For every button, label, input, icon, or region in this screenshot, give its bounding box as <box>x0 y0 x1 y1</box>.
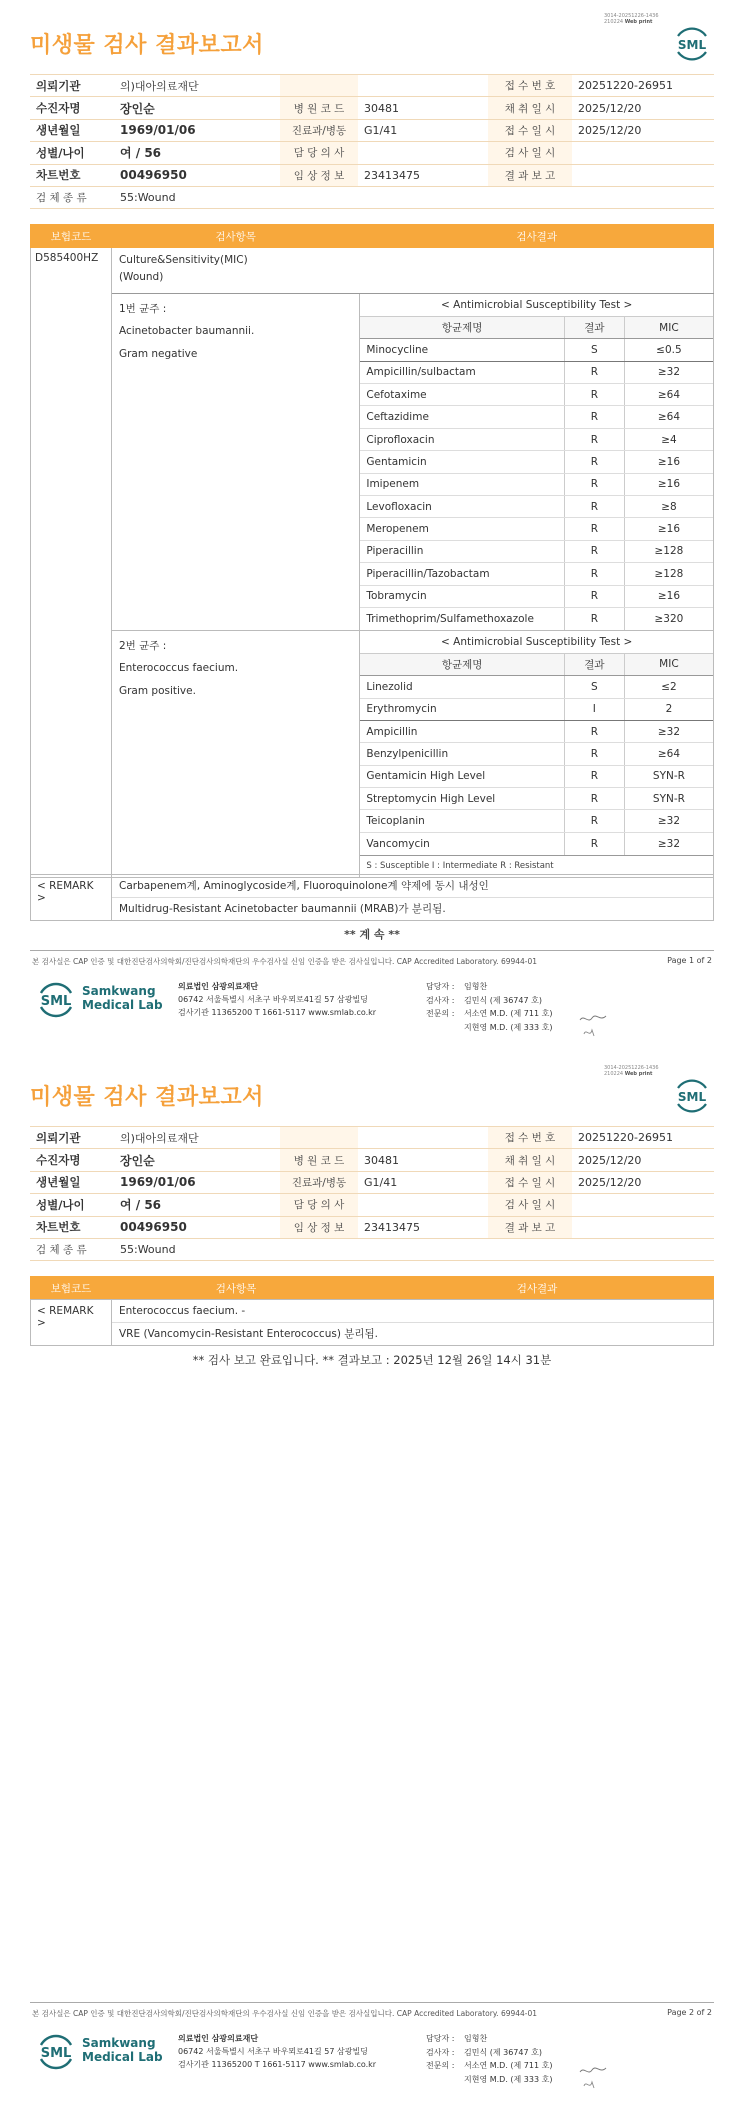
footer-accreditation-note: 본 검사실은 CAP 인증 및 대한진단검사의학회/진단검사의학재단의 우수검사실 신임 인증을 받은 검사실입니다. CAP Accredited Laboratory. 69944-01 <box>32 2009 538 2018</box>
clinical-info-label: 임 상 정 보 <box>280 1216 358 1238</box>
specialist-name-1: 서소연 M.D. (제 711 호) <box>464 2061 553 2070</box>
print-stamp-id: 3014-20251226-1436 <box>604 13 659 19</box>
drug-result: R <box>564 361 624 383</box>
specimen-label: 검 체 종 류 <box>30 1238 114 1260</box>
specimen-value: 55:Wound <box>114 186 714 208</box>
remark-box-2 <box>30 1299 714 1346</box>
collect-date-value: 2025/12/20 <box>572 97 714 119</box>
lab-name <box>82 2036 163 2064</box>
drug-name: Imipenem <box>360 473 564 495</box>
clinical-info-value: 23413475 <box>358 1216 488 1238</box>
receipt-date-value: 2025/12/20 <box>572 1171 714 1193</box>
ast-drug-row <box>360 765 713 787</box>
ast-col-drug: 항균제명 <box>360 653 564 675</box>
drug-name: Piperacillin/Tazobactam <box>360 563 564 585</box>
col-test-item: 검사항목 <box>112 1277 361 1300</box>
manager-name: 임형찬 <box>464 2034 488 2043</box>
drug-result: R <box>564 384 624 406</box>
remark-label: < REMARK > <box>31 1300 112 1346</box>
test-specimen: (Wound) <box>118 271 164 283</box>
lab-logo-text: SML <box>40 2046 72 2061</box>
remark-line: Multidrug-Resistant Acinetobacter baumannii (MRAB)가 분리됨. <box>112 897 713 919</box>
drug-mic: ≥32 <box>624 720 713 742</box>
footer-accreditation-note: 본 검사실은 CAP 인증 및 대한진단검사의학회/진단검사의학재단의 우수검사실 신임 인증을 받은 검사실입니다. CAP Accredited Laboratory. 69944-01 <box>32 957 538 966</box>
report-label: 결 과 보 고 <box>488 164 572 186</box>
drug-name: Piperacillin <box>360 540 564 562</box>
sml-logo-icon <box>672 1076 712 1116</box>
dob-label: 생년월일 <box>30 1171 114 1193</box>
test-date-label: 검 사 일 시 <box>488 1194 572 1216</box>
organism-2-info <box>111 630 359 877</box>
patient-header-table <box>30 74 714 209</box>
drug-name: Gentamicin High Level <box>360 765 564 787</box>
organism-1-label: 1번 균주 : <box>118 303 167 315</box>
header-row <box>30 1194 714 1216</box>
lab-logo-icon <box>36 2032 76 2072</box>
drug-mic: ≥16 <box>624 451 713 473</box>
lab-name-line1: Samkwang <box>82 984 156 998</box>
ast-col-result: 결과 <box>564 653 624 675</box>
organism-1-gram: Gram negative <box>118 347 198 360</box>
ast-drug-row <box>360 384 713 406</box>
drug-result: S <box>564 676 624 698</box>
result-table-header <box>30 1276 714 1300</box>
drug-mic: ≤2 <box>624 676 713 698</box>
drug-result: S <box>564 339 624 361</box>
lab-name-line2: Medical Lab <box>82 2050 163 2064</box>
ast-col-mic: MIC <box>624 653 713 675</box>
organism-1-info <box>111 294 359 631</box>
dob-value: 1969/01/06 <box>114 1171 280 1193</box>
institution-value: 의)대아의료재단 <box>114 75 280 97</box>
print-stamp-label: Web print <box>624 1071 653 1077</box>
report-label: 결 과 보 고 <box>488 1216 572 1238</box>
header-row <box>30 1149 714 1171</box>
organism-2-gram: Gram positive. <box>118 684 196 697</box>
lab-address: 06742 서울특별시 서초구 바우뫼로41길 57 삼광빌딩 <box>178 995 368 1004</box>
remark-line: Enterococcus faecium. - <box>119 1305 246 1317</box>
header-row <box>30 164 714 186</box>
drug-mic: ≥16 <box>624 585 713 607</box>
col-test-result: 검사결과 <box>361 1277 714 1300</box>
lab-logo-text: SML <box>40 994 72 1009</box>
ast-drug-row <box>360 428 713 450</box>
header-row <box>30 186 714 208</box>
ast-col-result: 결과 <box>564 316 624 338</box>
drug-result: I <box>564 698 624 720</box>
drug-mic: 2 <box>624 698 713 720</box>
drug-result: R <box>564 607 624 629</box>
sex-age-label: 성별/나이 <box>30 142 114 164</box>
drug-name: Cefotaxime <box>360 384 564 406</box>
organism-2-ast <box>360 630 714 877</box>
continued-marker: ** 계 속 ** <box>344 928 400 941</box>
dept-label: 진료과/병동 <box>280 119 358 141</box>
lab-contact: 검사기관 11365200 T 1661-5117 www.smlab.co.kr <box>178 1008 377 1017</box>
drug-mic: SYN-R <box>624 788 713 810</box>
header-row <box>30 1127 714 1149</box>
institution-value: 의)대아의료재단 <box>114 1127 280 1149</box>
ast-drug-row <box>360 473 713 495</box>
receipt-no-value: 20251220-26951 <box>572 75 714 97</box>
lab-name <box>82 984 163 1012</box>
drug-name: Meropenem <box>360 518 564 540</box>
receipt-date-value: 2025/12/20 <box>572 119 714 141</box>
dept-value: G1/41 <box>358 1171 488 1193</box>
chart-no-value: 00496950 <box>114 1216 280 1238</box>
test-date-label: 검 사 일 시 <box>488 142 572 164</box>
receipt-no-label: 접 수 번 호 <box>488 75 572 97</box>
drug-mic: ≥4 <box>624 428 713 450</box>
doctor-value <box>358 142 488 164</box>
ast-drug-row <box>360 743 713 765</box>
drug-mic: ≥64 <box>624 743 713 765</box>
drug-result: R <box>564 832 624 854</box>
ast-drug-row <box>360 585 713 607</box>
ast-drug-row <box>360 720 713 742</box>
receipt-date-label: 접 수 일 시 <box>488 1171 572 1193</box>
chart-no-value: 00496950 <box>114 164 280 186</box>
institution-label: 의뢰기관 <box>30 75 114 97</box>
lab-institution: 의료법인 삼광의료재단 <box>178 2034 259 2043</box>
patient-header-table <box>30 1126 714 1261</box>
hospital-code-label: 병 원 코 드 <box>280 1149 358 1171</box>
insurance-code: D585400HZ <box>31 248 112 878</box>
print-stamp <box>604 1065 659 1077</box>
drug-name: Tobramycin <box>360 585 564 607</box>
drug-result: R <box>564 585 624 607</box>
staff-list <box>426 2032 552 2086</box>
remark-line: VRE (Vancomycin-Resistant Enterococcus) 분리됨. <box>112 1322 713 1344</box>
ast-drug-row <box>360 406 713 428</box>
drug-mic: ≥128 <box>624 540 713 562</box>
drug-name: Benzylpenicillin <box>360 743 564 765</box>
header-row <box>30 1238 714 1260</box>
tester-label: 검사자 : <box>426 2047 455 2057</box>
lab-name-line1: Samkwang <box>82 2036 156 2050</box>
drug-result: R <box>564 518 624 540</box>
sex-age-label: 성별/나이 <box>30 1194 114 1216</box>
receipt-no-value: 20251220-26951 <box>572 1127 714 1149</box>
header-row <box>30 119 714 141</box>
doctor-value <box>358 1194 488 1216</box>
drug-name: Levofloxacin <box>360 496 564 518</box>
col-insurance-code: 보험코드 <box>31 1277 112 1300</box>
drug-mic: ≥64 <box>624 384 713 406</box>
ast-drug-row <box>360 496 713 518</box>
drug-result: R <box>564 451 624 473</box>
drug-mic: ≥32 <box>624 810 713 832</box>
test-name-cell <box>111 248 713 294</box>
ast-col-drug: 항균제명 <box>360 316 564 338</box>
remark-label: < REMARK > <box>31 875 112 921</box>
specimen-label: 검 체 종 류 <box>30 186 114 208</box>
report-complete-note: ** 검사 보고 완료입니다. ** 결과보고 : 2025년 12월 26일 14시 31분 <box>192 1353 552 1367</box>
lab-name-line2: Medical Lab <box>82 998 163 1012</box>
test-date-value <box>572 142 714 164</box>
sml-logo-text: SML <box>677 1090 707 1104</box>
drug-mic: SYN-R <box>624 765 713 787</box>
ast-title: < Antimicrobial Susceptibility Test > <box>360 631 713 653</box>
header-row <box>30 1171 714 1193</box>
report-value <box>572 1216 714 1238</box>
dob-value: 1969/01/06 <box>114 119 280 141</box>
drug-name: Trimethoprim/Sulfamethoxazole <box>360 607 564 629</box>
drug-result: R <box>564 743 624 765</box>
drug-name: Minocycline <box>360 339 564 361</box>
ast-drug-row <box>360 361 713 383</box>
drug-result: R <box>564 473 624 495</box>
print-stamp-code: 210224 <box>604 19 624 25</box>
test-name: Culture&Sensitivity(MIC) <box>118 254 248 266</box>
doctor-label: 담 당 의 사 <box>280 1194 358 1216</box>
drug-name: Ceftazidime <box>360 406 564 428</box>
specialist-name-2: 지현영 M.D. (제 333 호) <box>464 2074 553 2084</box>
report-value <box>572 164 714 186</box>
specimen-value: 55:Wound <box>114 1238 714 1260</box>
staff-list <box>426 980 552 1034</box>
drug-mic: ≥16 <box>624 473 713 495</box>
drug-result: R <box>564 788 624 810</box>
drug-result: R <box>564 406 624 428</box>
clinical-info-value: 23413475 <box>358 164 488 186</box>
lab-info <box>178 2032 376 2071</box>
sex-age-value: 여 / 56 <box>114 142 280 164</box>
drug-mic: ≥16 <box>624 518 713 540</box>
drug-result: R <box>564 540 624 562</box>
hospital-code-label: 병 원 코 드 <box>280 97 358 119</box>
clinical-info-label: 임 상 정 보 <box>280 164 358 186</box>
ast-drug-row <box>360 788 713 810</box>
print-stamp <box>604 13 659 25</box>
lab-contact: 검사기관 11365200 T 1661-5117 www.smlab.co.kr <box>178 2060 377 2069</box>
drug-result: R <box>564 563 624 585</box>
col-test-item: 검사항목 <box>111 225 359 248</box>
drug-mic: ≥64 <box>624 406 713 428</box>
drug-name: Ampicillin/sulbactam <box>360 361 564 383</box>
print-stamp-label: Web print <box>624 19 653 25</box>
sex-age-value: 여 / 56 <box>114 1194 280 1216</box>
footer-divider <box>30 2002 714 2003</box>
drug-mic: ≤0.5 <box>624 339 713 361</box>
organism-2-name: Enterococcus faecium. <box>118 662 239 675</box>
lab-address: 06742 서울특별시 서초구 바우뫼로41길 57 삼광빌딩 <box>178 2047 368 2056</box>
dept-value: G1/41 <box>358 119 488 141</box>
result-table <box>30 224 714 878</box>
collect-date-label: 채 취 일 시 <box>488 1149 572 1171</box>
header-row <box>30 97 714 119</box>
col-insurance-code: 보험코드 <box>31 225 112 248</box>
drug-name: Erythromycin <box>360 698 564 720</box>
drug-result: R <box>564 428 624 450</box>
organism-2-label: 2번 균주 : <box>118 639 167 652</box>
drug-mic: ≥320 <box>654 612 684 625</box>
doctor-label: 담 당 의 사 <box>280 142 358 164</box>
ast-drug-row <box>360 676 713 698</box>
drug-mic: ≥8 <box>624 496 713 518</box>
drug-mic: ≥32 <box>657 837 681 850</box>
drug-mic: ≥128 <box>624 563 713 585</box>
organism-1-name: Acinetobacter baumannii. <box>118 325 255 338</box>
signature-icon <box>578 2062 608 2092</box>
collect-date-value: 2025/12/20 <box>572 1149 714 1171</box>
drug-name: Vancomycin <box>360 832 564 854</box>
organism-1-ast <box>360 294 714 631</box>
sml-logo-icon <box>672 24 712 64</box>
report-title: 미생물 검사 결과보고서 <box>30 1085 264 1110</box>
lab-logo-icon <box>36 980 76 1020</box>
header-row <box>30 1216 714 1238</box>
manager-label: 담당자 : <box>426 2034 455 2043</box>
patient-label: 수진자명 <box>30 97 114 119</box>
drug-result: R <box>564 765 624 787</box>
drug-result: R <box>564 810 624 832</box>
dob-label: 생년월일 <box>30 119 114 141</box>
report-title: 미생물 검사 결과보고서 <box>30 33 264 58</box>
sml-logo-text: SML <box>677 38 707 52</box>
ast-drug-row <box>360 518 713 540</box>
collect-date-label: 채 취 일 시 <box>488 97 572 119</box>
ast-drug-row <box>360 810 713 832</box>
chart-no-label: 차트번호 <box>30 1216 114 1238</box>
hospital-code-value: 30481 <box>358 1149 488 1171</box>
chart-no-label: 차트번호 <box>30 164 114 186</box>
specialist-name-1: 서소연 M.D. (제 711 호) <box>464 1009 553 1018</box>
ast-title: < Antimicrobial Susceptibility Test > <box>360 294 713 316</box>
drug-name: Teicoplanin <box>360 810 564 832</box>
lab-institution: 의료법인 삼광의료재단 <box>178 982 259 991</box>
manager-name: 임형찬 <box>464 982 488 991</box>
remark-line: Carbapenem계, Aminoglycoside계, Fluoroquinolone계 약제에 동시 내성인 <box>119 880 489 892</box>
page-number: Page 1 of 2 <box>667 956 712 965</box>
footer-divider <box>30 950 714 951</box>
ast-col-mic: MIC <box>624 316 713 338</box>
header-row <box>30 142 714 164</box>
ast-table-1 <box>360 294 713 630</box>
drug-name: Ampicillin <box>360 720 564 742</box>
ast-drug-row <box>360 540 713 562</box>
report-page-2 <box>0 1052 744 2104</box>
specialist-label: 전문의 : <box>426 1009 455 1018</box>
hospital-code-value: 30481 <box>358 97 488 119</box>
lab-info <box>178 980 376 1019</box>
patient-label: 수진자명 <box>30 1149 114 1171</box>
print-stamp-code: 210224 <box>604 1071 624 1077</box>
tester-name: 김민식 (제 36747 호) <box>464 2047 542 2057</box>
dept-label: 진료과/병동 <box>280 1171 358 1193</box>
receipt-no-label: 접 수 번 호 <box>488 1127 572 1149</box>
drug-name: Streptomycin High Level <box>360 788 564 810</box>
print-stamp-id: 3014-20251226-1436 <box>604 1065 659 1071</box>
drug-mic: ≥32 <box>624 361 713 383</box>
ast-drug-row <box>360 339 713 361</box>
test-date-value <box>572 1194 714 1216</box>
ast-drug-row <box>360 451 713 473</box>
ast-drug-row <box>360 563 713 585</box>
specialist-label: 전문의 : <box>426 2061 455 2070</box>
drug-name: Gentamicin <box>360 451 564 473</box>
patient-value: 장인순 <box>114 97 280 119</box>
ast-drug-row <box>360 832 713 854</box>
manager-label: 담당자 : <box>426 982 455 991</box>
patient-value: 장인순 <box>114 1149 280 1171</box>
header-row <box>30 75 714 97</box>
page-number: Page 2 of 2 <box>667 2008 712 2017</box>
ast-legend: S : Susceptible I : Intermediate R : Resistant <box>360 855 713 877</box>
col-test-result: 검사결과 <box>360 225 714 248</box>
drug-name: Linezolid <box>360 676 564 698</box>
tester-label: 검사자 : <box>426 995 455 1005</box>
tester-name: 김민식 (제 36747 호) <box>464 995 542 1005</box>
specialist-name-2: 지현영 M.D. (제 333 호) <box>464 1022 553 1032</box>
institution-label: 의뢰기관 <box>30 1127 114 1149</box>
drug-name: Ciprofloxacin <box>360 428 564 450</box>
ast-table-2 <box>360 631 713 855</box>
ast-drug-row <box>360 607 713 629</box>
ast-drug-row <box>360 698 713 720</box>
signature-icon <box>578 1010 608 1040</box>
drug-result: R <box>564 720 624 742</box>
receipt-date-label: 접 수 일 시 <box>488 119 572 141</box>
remark-box-1 <box>30 874 714 921</box>
drug-result: R <box>564 496 624 518</box>
